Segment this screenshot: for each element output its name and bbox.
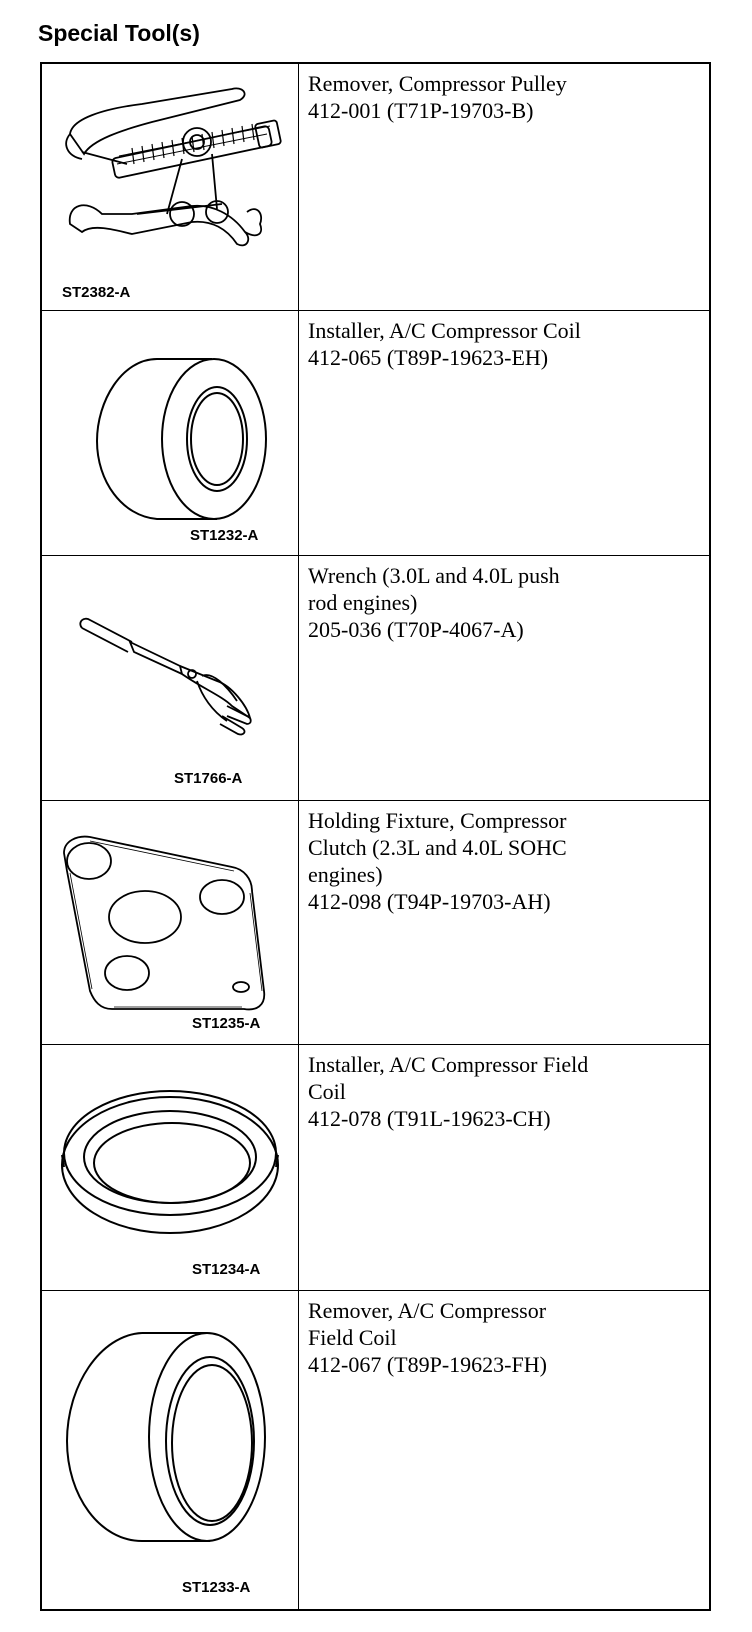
table-row: [42, 64, 709, 311]
tool-illustration-cell: [42, 311, 299, 555]
tool-description: Installer, A/C Compressor Field Coil 412-078 (T91L-19623-CH): [308, 1052, 589, 1131]
tool-code: ST1234-A: [192, 1261, 261, 1278]
tool-code: ST1235-A: [192, 1015, 261, 1032]
special-tools-table: [40, 62, 711, 1611]
holding-fixture-icon: [42, 801, 298, 1044]
tool-code: ST1766-A: [174, 770, 243, 787]
tool-code: ST1232-A: [190, 527, 259, 544]
gear-puller-icon: [42, 64, 298, 310]
table-row: [42, 311, 709, 556]
table-row: [42, 1045, 709, 1291]
field-coil-remover-icon: [42, 1291, 298, 1608]
coil-installer-icon: [42, 311, 298, 555]
tool-illustration-cell: [42, 1045, 299, 1290]
tool-description: Installer, A/C Compressor Coil 412-065 (T89P-19623-EH): [308, 318, 581, 370]
tool-description: Holding Fixture, Compressor Clutch (2.3L and 4.0L SOHC engines) 412-098 (T94P-19703-AH): [308, 808, 567, 914]
tool-illustration-cell: [42, 64, 299, 310]
table-row: [42, 801, 709, 1045]
tool-description: Wrench (3.0L and 4.0L push rod engines) 205-036 (T70P-4067-A): [308, 563, 560, 642]
table-row: [42, 1291, 709, 1609]
tool-code: ST1233-A: [182, 1579, 251, 1596]
wrench-icon: [42, 556, 298, 800]
field-coil-installer-icon: [42, 1045, 298, 1290]
table-row: [42, 556, 709, 801]
tool-illustration-cell: [42, 1291, 299, 1609]
tool-illustration-cell: [42, 556, 299, 800]
page-title: Special Tool(s): [38, 20, 200, 46]
tool-description: Remover, Compressor Pulley 412-001 (T71P-19703-B): [308, 71, 567, 123]
tool-description: Remover, A/C Compressor Field Coil 412-067 (T89P-19623-FH): [308, 1298, 547, 1377]
tool-illustration-cell: [42, 801, 299, 1044]
tool-code: ST2382-A: [62, 284, 131, 301]
